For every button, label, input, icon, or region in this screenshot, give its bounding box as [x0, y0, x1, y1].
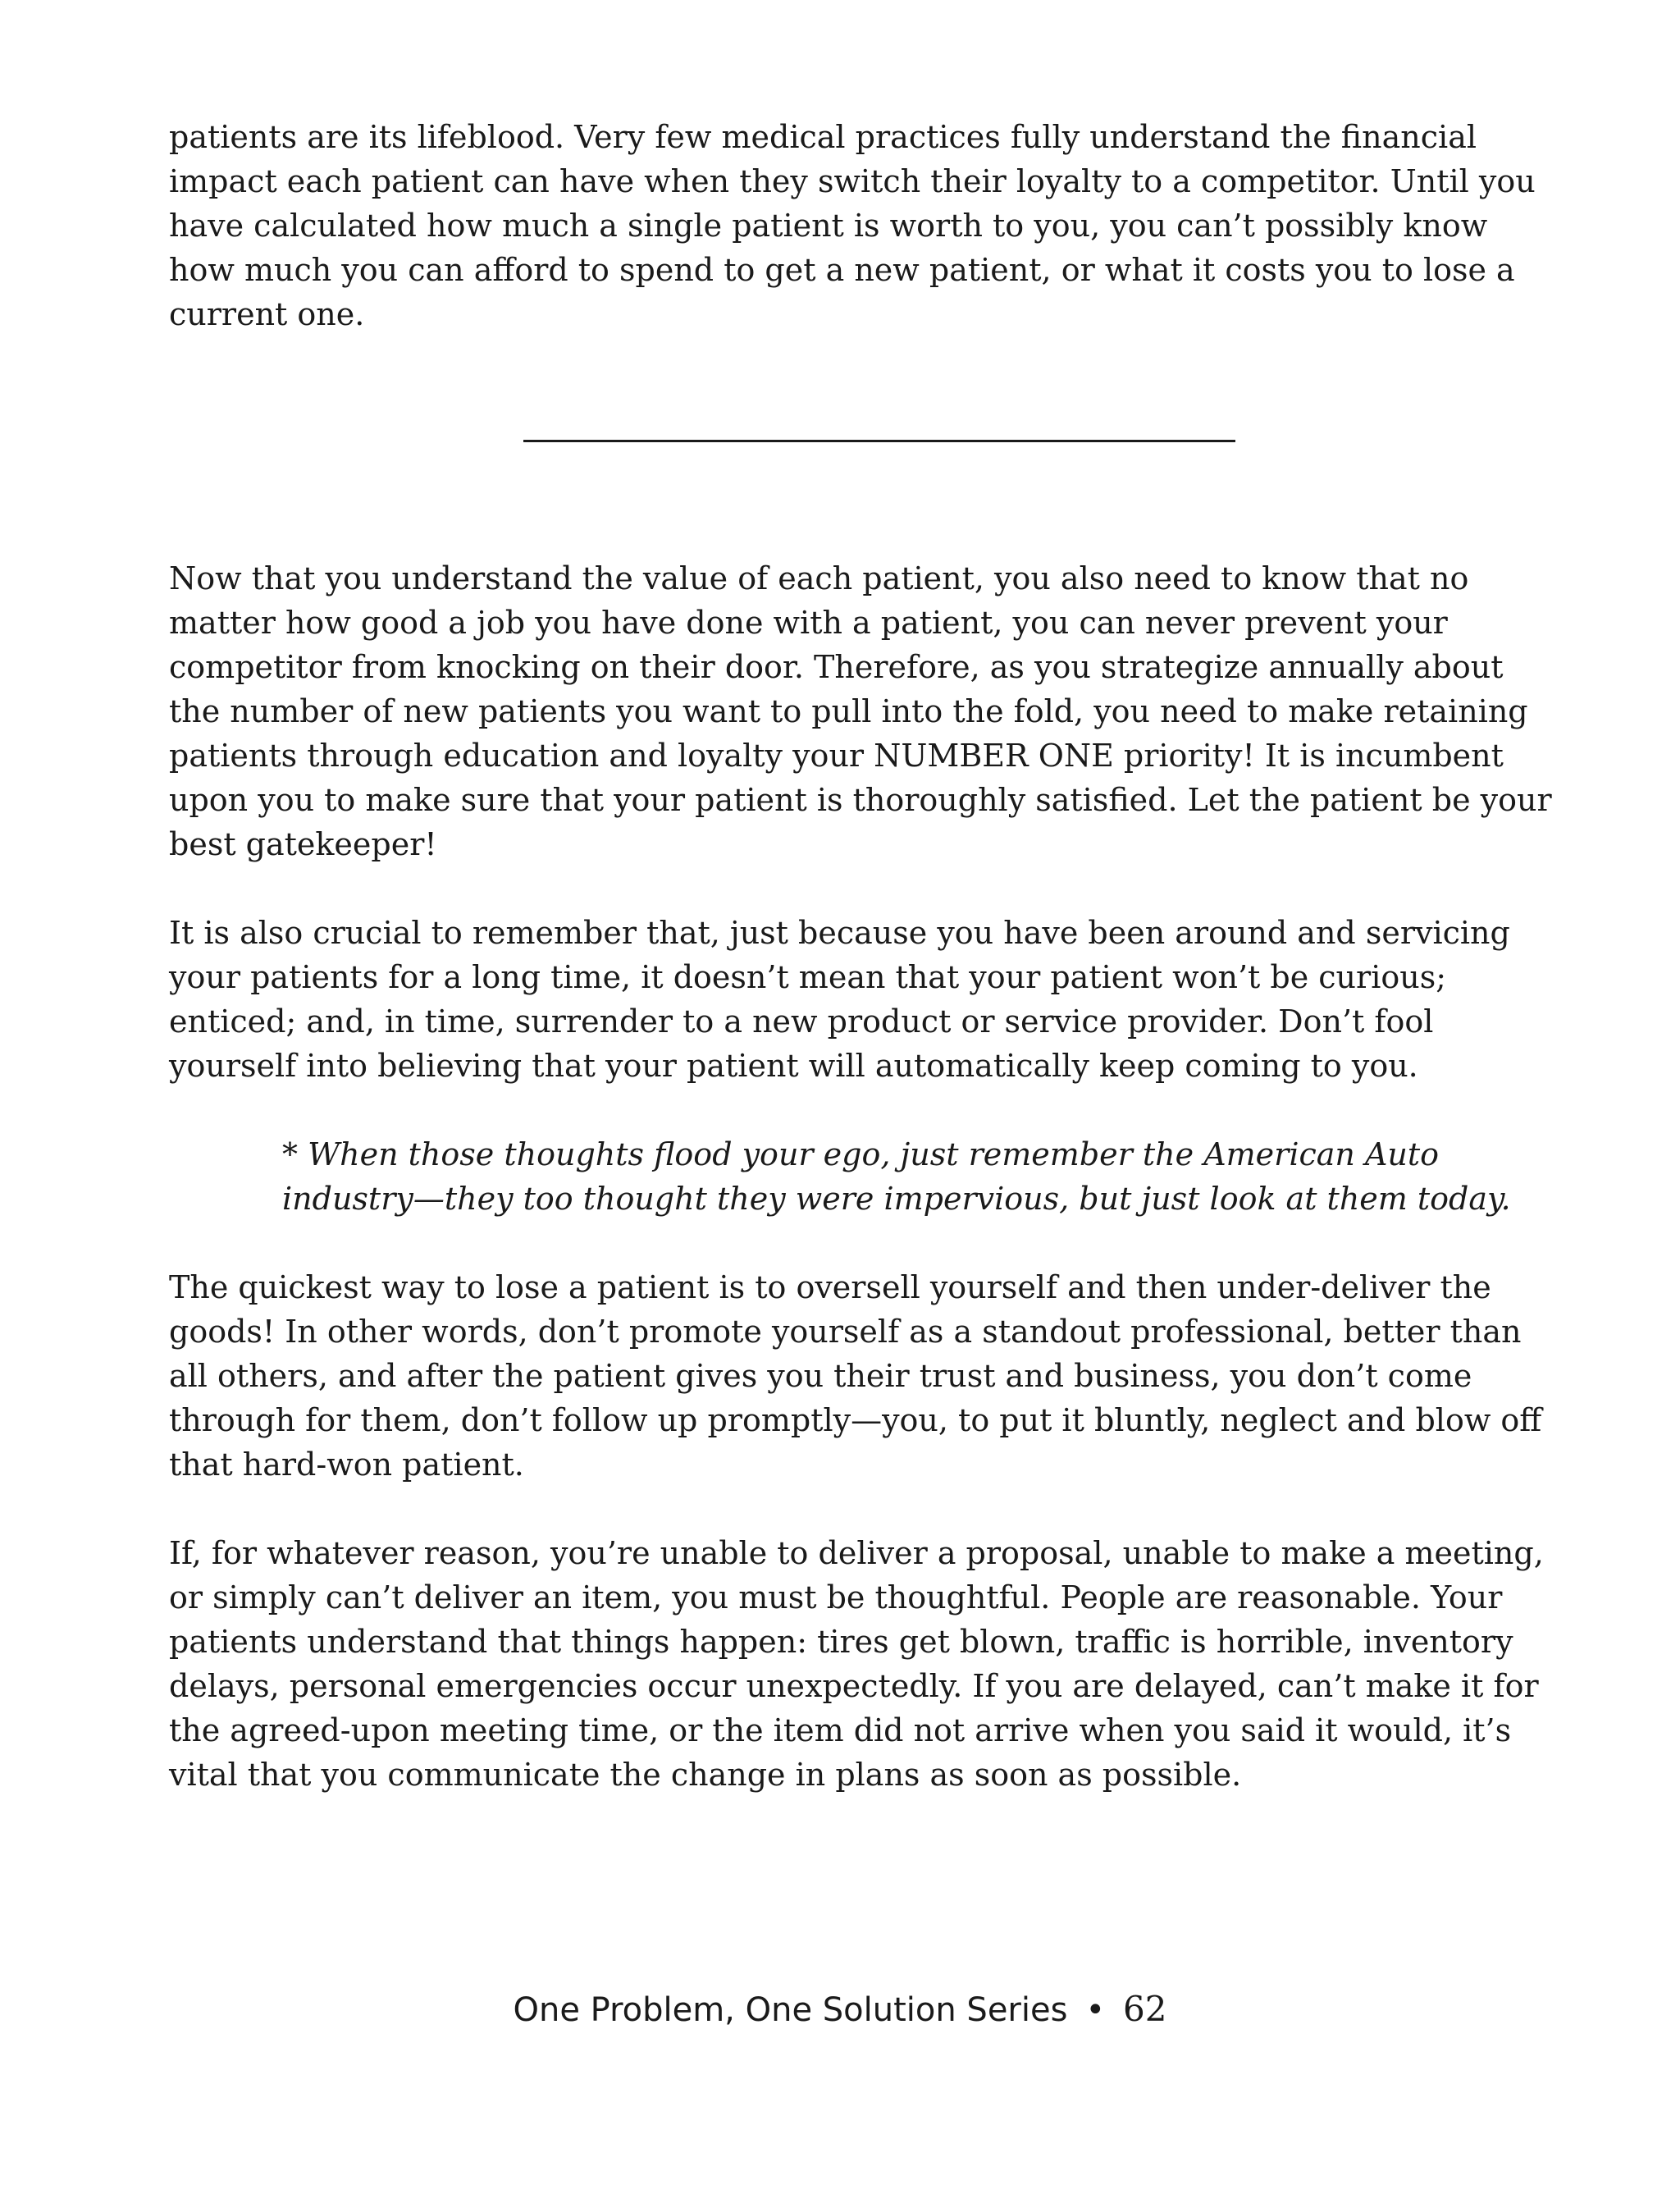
paragraph-communicate [169, 1531, 1564, 1797]
text-line: current one. [169, 296, 365, 332]
text-line: all others, and after the patient gives you their trust and business, you don’t come [169, 1358, 1472, 1394]
text-line: your patients for a long time, it doesn’t mean that your patient won’t be curious; [169, 959, 1446, 995]
text-line: matter how good a job you have done with a patient, you can never prevent your [169, 605, 1448, 641]
text-line: have calculated how much a single patient is worth to you, you can’t possibly know [169, 208, 1488, 244]
text-line: the number of new patients you want to pull into the fold, you need to make retaining [169, 693, 1528, 729]
text-line: through for them, don’t follow up promptly—you, to put it bluntly, neglect and blow off [169, 1402, 1542, 1438]
text-line: industry—they too thought they were impervious, but just look at them today. [282, 1181, 1511, 1217]
text-line: The quickest way to lose a patient is to oversell yourself and then under-deliver the [169, 1269, 1491, 1305]
text-line: or simply can’t deliver an item, you must be thoughtful. People are reasonable. Your [169, 1579, 1503, 1615]
text-line: patients understand that things happen: tires get blown, traffic is horrible, inventory [169, 1624, 1513, 1660]
paragraph-intro-continued [169, 115, 1564, 336]
text-line: If, for whatever reason, you’re unable to deliver a proposal, unable to make a meeting, [169, 1535, 1544, 1571]
text-line: * When those thoughts flood your ego, just remember the American Auto [282, 1136, 1440, 1172]
text-line: patients through education and loyalty your NUMBER ONE priority! It is incumbent [169, 738, 1504, 774]
text-line: vital that you communicate the change in plans as soon as possible. [169, 1757, 1242, 1793]
bullet-separator: • [1085, 1991, 1106, 2029]
text-line: yourself into believing that your patient will automatically keep coming to you. [169, 1048, 1418, 1084]
text-line: delays, personal emergencies occur unexpectedly. If you are delayed, can’t make it for [169, 1668, 1539, 1704]
paragraph-patient-value [169, 556, 1564, 866]
text-line: patients are its lifeblood. Very few medical practices fully understand the financial [169, 119, 1477, 155]
text-line: Now that you understand the value of each patient, you also need to know that no [169, 560, 1469, 596]
page-number: 62 [1123, 1989, 1167, 2029]
paragraph-oversell [169, 1265, 1564, 1487]
italic-note [282, 1132, 1562, 1221]
page-footer [0, 1989, 1680, 2029]
text-line: upon you to make sure that your patient is thoroughly satisfied. Let the patient be your [169, 782, 1552, 818]
section-divider [523, 440, 1235, 442]
text-line: the agreed-upon meeting time, or the item did not arrive when you said it would, it’s [169, 1712, 1512, 1748]
text-line: best gatekeeper! [169, 826, 437, 862]
text-line: goods! In other words, don’t promote yourself as a standout professional, better than [169, 1314, 1522, 1350]
text-line: It is also crucial to remember that, just because you have been around and servicing [169, 915, 1510, 951]
series-title: One Problem, One Solution Series [513, 1991, 1068, 2029]
text-line: competitor from knocking on their door. Therefore, as you strategize annually about [169, 649, 1504, 685]
paragraph-crucial-reminder [169, 911, 1564, 1088]
text-line: impact each patient can have when they switch their loyalty to a competitor. Until you [169, 163, 1536, 199]
text-line: that hard-won patient. [169, 1446, 524, 1483]
text-line: enticed; and, in time, surrender to a new product or service provider. Don’t fool [169, 1003, 1434, 1040]
text-line: how much you can afford to spend to get a new patient, or what it costs you to lose a [169, 252, 1515, 288]
